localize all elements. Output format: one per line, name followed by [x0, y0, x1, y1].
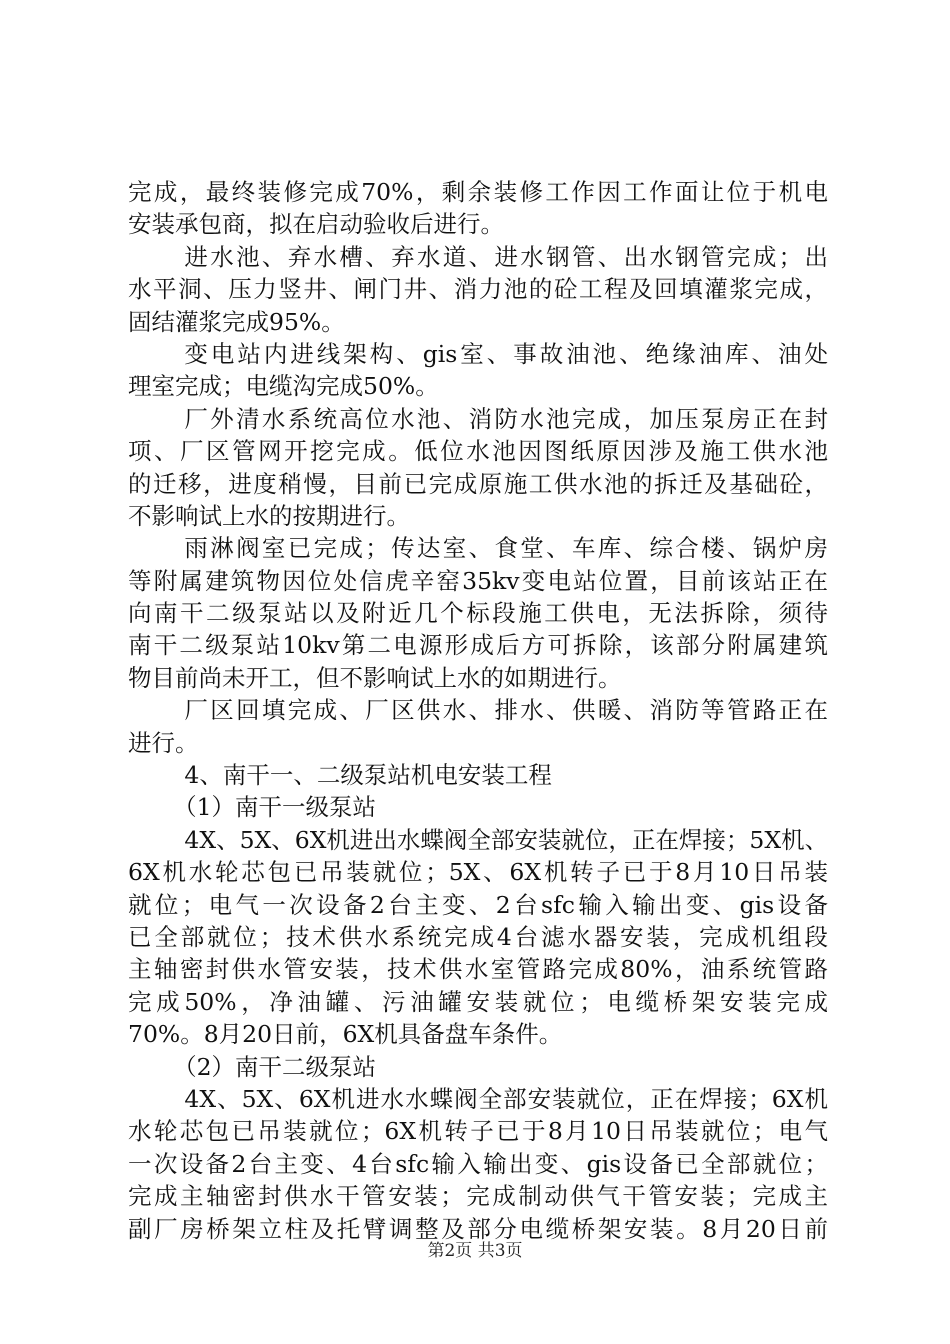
- text-line: 6X机水轮芯包已吊装就位；5X、6X机转子已于8月10日吊装: [128, 858, 828, 887]
- text-line: 厂区回填完成、厂区供水、排水、供暖、消防等管路正在: [184, 696, 828, 725]
- text-line: 4、南干一、二级泵站机电安装工程: [184, 761, 552, 790]
- text-line: 完成50%，净油罐、污油罐安装就位；电缆桥架安装完成: [128, 987, 828, 1016]
- text-line: 固结灌浆完成95%。: [128, 307, 345, 336]
- text-line: 不影响试上水的按期进行。: [128, 501, 410, 530]
- text-line: 完成主轴密封供水干管安装；完成制动供气干管安装；完成主: [128, 1182, 828, 1211]
- text-line: 安装承包商，拟在启动验收后进行。: [128, 210, 504, 239]
- document-body: [128, 176, 828, 1245]
- text-line: 变电站内进线架构、gis室、事故油池、绝缘油库、油处: [184, 339, 828, 368]
- text-line: 厂外清水系统高位水池、消防水池完成，加压泵房正在封: [184, 404, 828, 433]
- text-line: 雨淋阀室已完成；传达室、食堂、车库、综合楼、锅炉房: [184, 534, 828, 563]
- text-line: 主轴密封供水管安装，技术供水室管路完成80%，油系统管路: [128, 955, 828, 984]
- text-line: 完成，最终装修完成70%，剩余装修工作因工作面让位于机电: [128, 178, 828, 206]
- text-line: 向南干二级泵站以及附近几个标段施工供电，无法拆除，须待: [128, 599, 828, 628]
- text-line: （1）南干一级泵站: [173, 793, 377, 822]
- text-line: 已全部就位；技术供水系统完成4台滤水器安装，完成机组段: [128, 922, 828, 951]
- text-line: 理室完成；电缆沟完成50%。: [128, 372, 439, 401]
- text-line: 南干二级泵站10kv第二电源形成后方可拆除，该部分附属建筑: [128, 631, 828, 660]
- text-line: 的迁移，进度稍慢，目前已完成原施工供水池的拆迁及基础砼，: [128, 469, 828, 498]
- text-line: 4X、5X、6X机进出水蝶阀全部安装就位，正在焊接；5X机、: [184, 825, 829, 854]
- text-line: 进水池、弃水槽、弃水道、进水钢管、出水钢管完成；出: [184, 242, 828, 271]
- text-line: 4X、5X、6X机进水水蝶阀全部安装就位，正在焊接；6X机: [184, 1084, 828, 1113]
- text-line: 70%。8月20日前，6X机具备盘车条件。: [128, 1020, 563, 1049]
- text-line: （2）南干二级泵站: [173, 1052, 377, 1081]
- text-line: 项、厂区管网开挖完成。低位水池因图纸原因涉及施工供水池: [128, 437, 828, 466]
- page-footer: 第2页 共3页: [427, 1241, 523, 1261]
- text-line: 就位；电气一次设备2台主变、2台sfc输入输出变、gis设备: [128, 890, 828, 919]
- text-line: 水平洞、压力竖井、闸门井、消力池的砼工程及回填灌浆完成，: [128, 275, 828, 304]
- text-line: 物目前尚未开工，但不影响试上水的如期进行。: [128, 663, 622, 692]
- text-line: 水轮芯包已吊装就位；6X机转子已于8月10日吊装就位；电气: [128, 1117, 828, 1146]
- text-line: 一次设备2台主变、4台sfc输入输出变、gis设备已全部就位；: [128, 1149, 828, 1178]
- text-line: 进行。: [128, 728, 199, 757]
- text-line: 副厂房桥架立柱及托臂调整及部分电缆桥架安装。8月20日前: [128, 1214, 828, 1243]
- text-line: 等附属建筑物因位处信虎辛窑35kv变电站位置，目前该站正在: [128, 566, 828, 595]
